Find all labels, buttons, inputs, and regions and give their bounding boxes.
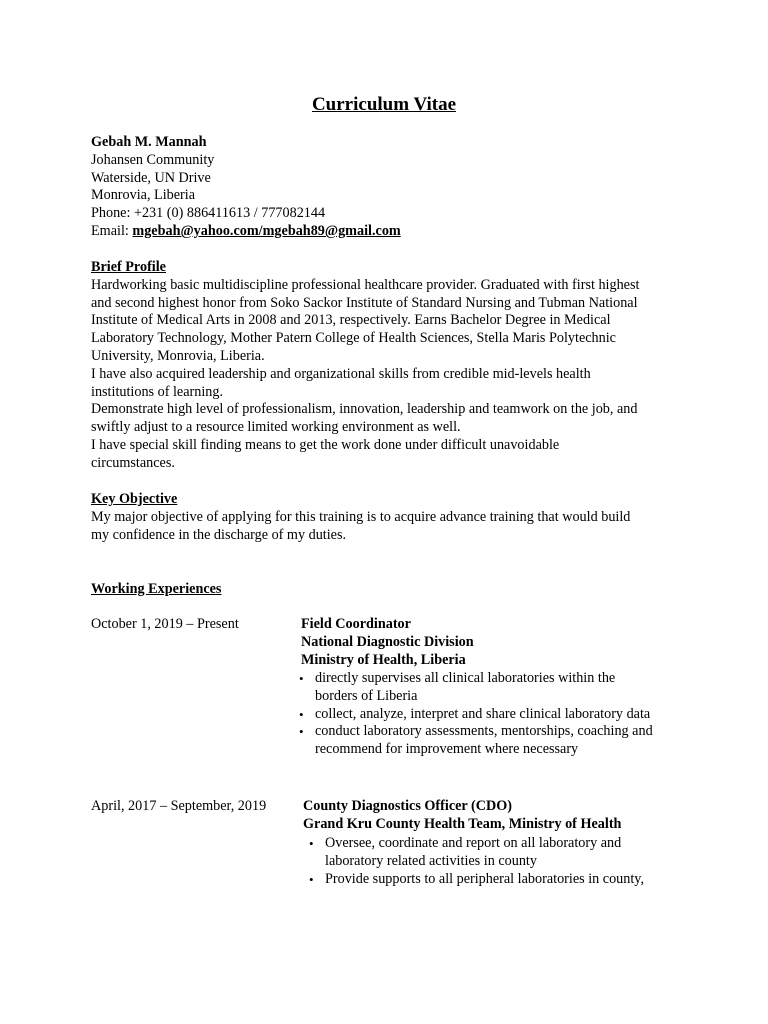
bullet-text: laboratory related activities in county bbox=[325, 852, 537, 869]
job-dates: April, 2017 – September, 2019 bbox=[91, 798, 267, 814]
key-objective-heading: Key Objective bbox=[91, 491, 178, 507]
address-line: Waterside, UN Drive bbox=[91, 169, 211, 186]
profile-line: Laboratory Technology, Mother Patern College of Health Sciences, Stella Maris Polytechnic bbox=[91, 330, 616, 347]
job-bullets bbox=[309, 835, 644, 888]
profile-line: Institute of Medical Arts in 2008 and 2013, respectively. Earns Bachelor Degree in Medical bbox=[91, 312, 611, 329]
job-title: County Diagnostics Officer (CDO) bbox=[303, 798, 512, 814]
job-bullets bbox=[299, 670, 653, 759]
profile-line: circumstances. bbox=[91, 454, 175, 471]
email-line bbox=[91, 223, 401, 241]
job-employer: Ministry of Health, Liberia bbox=[301, 651, 466, 668]
bullet-icon: • bbox=[299, 706, 304, 722]
working-experiences-section bbox=[91, 581, 221, 599]
profile-line: University, Monrovia, Liberia. bbox=[91, 347, 265, 364]
document-title bbox=[0, 94, 768, 116]
brief-profile-section bbox=[91, 259, 639, 473]
profile-line: I have special skill finding means to get the work done under difficult unavoidable bbox=[91, 436, 560, 453]
person-name: Gebah M. Mannah bbox=[91, 134, 207, 150]
profile-line: Demonstrate high level of professionalism, innovation, leadership and teamwork on the job, and bbox=[91, 401, 638, 418]
phone-line: Phone: +231 (0) 886411613 / 777082144 bbox=[91, 205, 326, 222]
profile-line: and second highest honor from Soko Sackor Institute of Standard Nursing and Tubman National bbox=[91, 294, 638, 311]
address-line: Johansen Community bbox=[91, 151, 215, 168]
bullet-text: recommend for improvement where necessary bbox=[315, 741, 579, 758]
job-title: Field Coordinator bbox=[301, 616, 411, 632]
objective-line: My major objective of applying for this training is to acquire advance training that would build bbox=[91, 508, 631, 525]
bullet-text: borders of Liberia bbox=[315, 687, 418, 704]
objective-line: my confidence in the discharge of my duties. bbox=[91, 526, 347, 543]
document-title-text: Curriculum Vitae bbox=[311, 94, 457, 115]
list-item bbox=[299, 723, 653, 759]
list-item bbox=[309, 835, 644, 871]
list-item bbox=[299, 670, 653, 706]
bullet-icon: • bbox=[299, 671, 304, 686]
list-item bbox=[299, 706, 653, 724]
address-line: Monrovia, Liberia bbox=[91, 187, 196, 204]
bullet-text: conduct laboratory assessments, mentorships, coaching and bbox=[315, 723, 653, 740]
brief-profile-heading: Brief Profile bbox=[91, 259, 166, 275]
key-objective-section bbox=[91, 491, 630, 544]
bullet-text: Oversee, coordinate and report on all laboratory and bbox=[325, 835, 622, 851]
bullet-text: directly supervises all clinical laboratories within the bbox=[315, 670, 616, 686]
job-title-block bbox=[301, 616, 474, 669]
email-label: Email: bbox=[91, 222, 133, 239]
job-title-block bbox=[303, 798, 621, 834]
bullet-icon: • bbox=[309, 836, 314, 851]
profile-line: I have also acquired leadership and organizational skills from credible mid-levels health bbox=[91, 365, 591, 382]
profile-line: institutions of learning. bbox=[91, 383, 224, 400]
job-dates: October 1, 2019 – Present bbox=[91, 616, 239, 632]
bullet-icon: • bbox=[309, 871, 314, 887]
working-experiences-heading: Working Experiences bbox=[91, 581, 222, 597]
bullet-text: Provide supports to all peripheral laboratories in county, bbox=[325, 870, 645, 887]
profile-line: Hardworking basic multidiscipline professional healthcare provider. Graduated with first highest bbox=[91, 276, 640, 293]
profile-line: swiftly adjust to a resource limited working environment as well. bbox=[91, 419, 461, 436]
bullet-text: collect, analyze, interpret and share clinical laboratory data bbox=[315, 705, 651, 722]
email-link[interactable]: mgebah@yahoo.com/mgebah89@gmail.com bbox=[132, 222, 401, 239]
job-department: National Diagnostic Division bbox=[301, 633, 474, 650]
contact-block bbox=[91, 134, 401, 241]
bullet-icon: • bbox=[299, 724, 304, 740]
list-item bbox=[309, 871, 644, 889]
job-employer: Grand Kru County Health Team, Ministry of Health bbox=[303, 815, 622, 832]
